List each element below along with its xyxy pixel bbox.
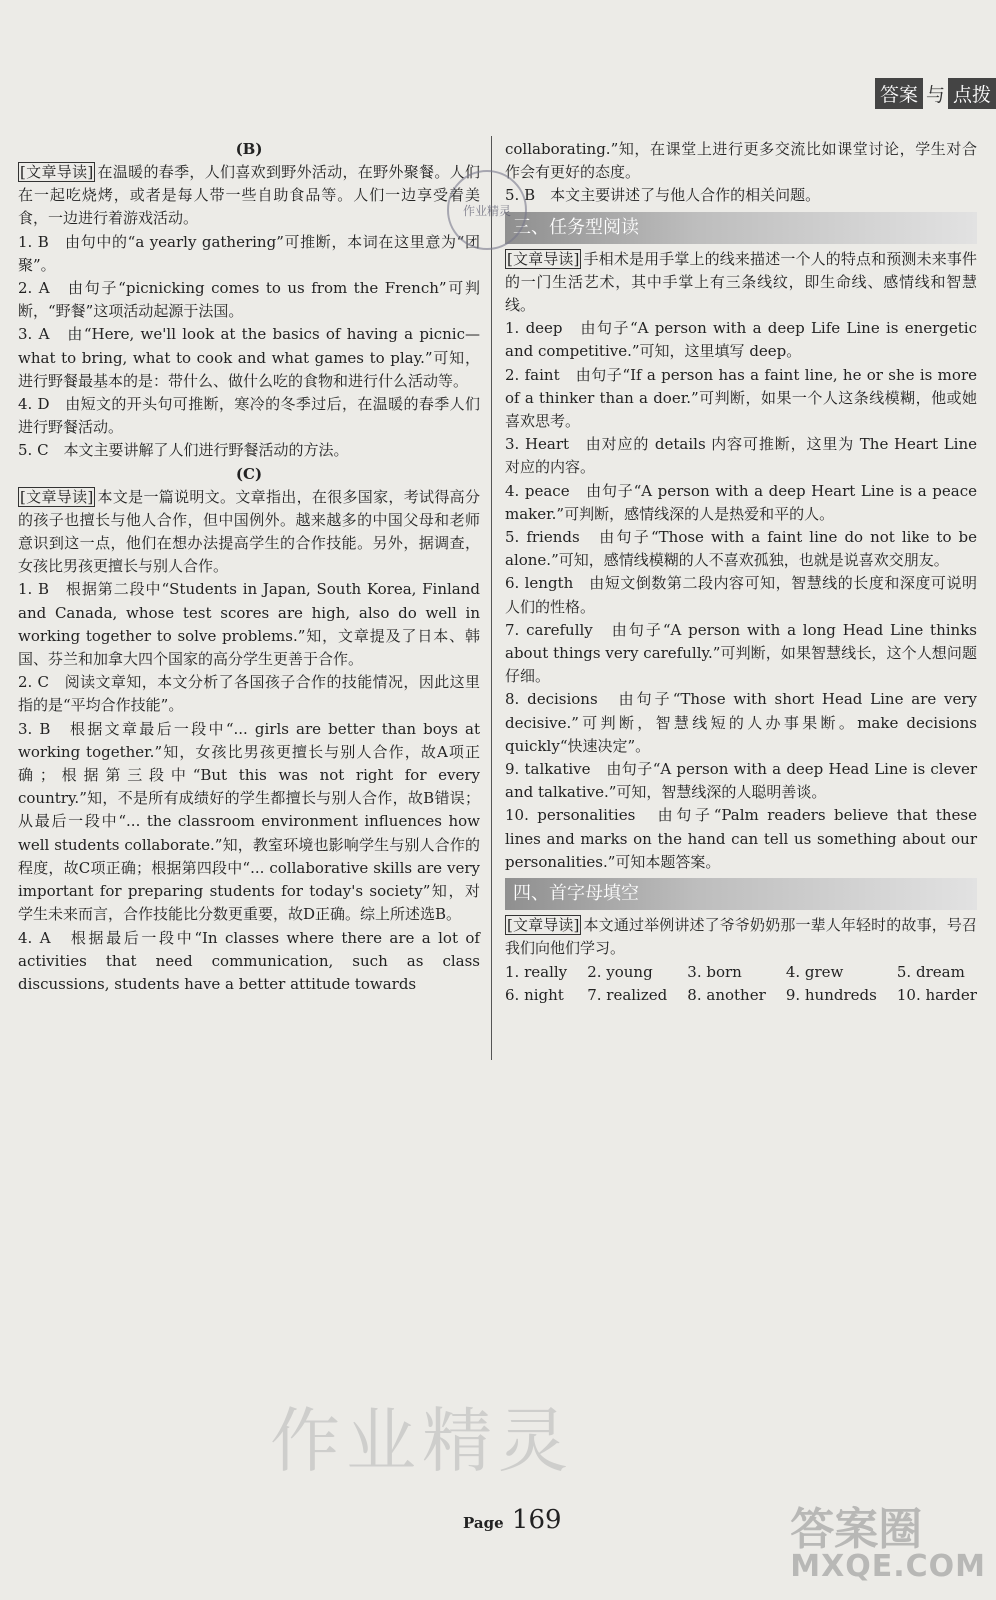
section-b-guide bbox=[18, 161, 480, 231]
answer-item: 2. A 由句子“picnicking comes to us from the French”可判断，“野餐”这项活动起源于法国。 bbox=[18, 279, 480, 321]
guide-label: [文章导读] bbox=[507, 916, 580, 935]
fill-answer: 1. really bbox=[505, 962, 568, 981]
answer-item: 5. C 本文主要讲解了人们进行野餐活动的方法。 bbox=[18, 441, 349, 460]
fill-answer: 10. harder bbox=[896, 985, 977, 1004]
answer-item: 4. A 根据最后一段中“In classes where there are a lot of activities that need communication, such as class discussions, students have a better attitude towards bbox=[18, 928, 480, 993]
hint-label: 点拨 bbox=[948, 78, 996, 109]
answer-item: 2. faint 由句子“If a person has a faint line, he or she is more of a thinker than a doer.”可判断，如果一个人这条线模糊，他或她喜欢思考。 bbox=[505, 365, 977, 431]
answer-item: 3. B 根据文章最后一段中“... girls are better than boys at working together.”知，女孩比男孩更擅长与别人合作，故A项正确；根据第三段中“But this was not right for every country.”知，不是所有成绩好的学生都擅长与别人合作，故B错误；从最后一段中“... the classroom environment influences how well students collaborate.”知，教室环境也影响学生与别人合作的程度，故C项正确；根据第四段中“... collaborative skills are very important for preparing students for today's society”知，对学生未来而言，合作技能比分数更重要，故D正确。综上所述选B。 bbox=[18, 719, 480, 924]
answer-item: 3. A 由“Here, we'll look at the basics of having a picnic—what to bring, what to cook and what games to play.”可知，进行野餐最基本的是：带什么、做什么吃的食物和进行什么活动等。 bbox=[18, 325, 480, 390]
answer-item: 1. B 由句中的“a yearly gathering”可推断，本词在这里意为“团聚”。 bbox=[18, 232, 480, 274]
section-4-title: 四、首字母填空 bbox=[505, 878, 977, 910]
answer-item: 7. carefully 由句子“A person with a long Head Line thinks about things very carefully.”可判断，如果智慧线长，这个人想问题仔细。 bbox=[505, 620, 977, 686]
answer-item: 6. length 由短文倒数第二段内容可知，智慧线的长度和深度可说明人们的性格。 bbox=[505, 574, 977, 616]
fill-answer: 8. another bbox=[687, 985, 766, 1004]
guide-text: 本文是一篇说明文。文章指出，在很多国家，考试得高分的孩子也擅长与他人合作，但中国例外。越来越多的中国父母和老师意识到这一点，他们在想办法提高学生的合作技能。另外，据调查，女孩比男孩更擅长与别人合作。 bbox=[18, 487, 480, 576]
page-num-value: 169 bbox=[511, 1505, 562, 1535]
header-and: 与 bbox=[925, 84, 945, 106]
guide-text: 本文通过举例讲述了爷爷奶奶那一辈人年轻时的故事，号召我们向他们学习。 bbox=[505, 916, 977, 958]
corner-logo bbox=[790, 1504, 986, 1584]
right-column bbox=[505, 138, 977, 1007]
left-column bbox=[18, 138, 480, 996]
fill-answer: 2. young bbox=[587, 962, 653, 981]
answer-item: 4. D 由短文的开头句可推断，寒冷的冬季过后，在温暖的春季人们进行野餐活动。 bbox=[18, 395, 480, 437]
fill-answer: 9. hundreds bbox=[785, 985, 877, 1004]
section-c-title: (C) bbox=[235, 464, 263, 483]
logo-top-text: 答案圈 bbox=[790, 1504, 923, 1555]
stamp-seal: 作业精灵 bbox=[447, 170, 527, 250]
fill-answer: 6. night bbox=[505, 985, 564, 1004]
answer-label: 答案 bbox=[875, 78, 923, 109]
fill-answer: 3. born bbox=[687, 962, 742, 981]
answer-item: 2. C 阅读文章知，本文分析了各国孩子合作的技能情况，因此这里指的是“平均合作技能”。 bbox=[18, 673, 480, 715]
section-4-guide bbox=[505, 914, 977, 960]
answer-item: 1. B 根据第二段中“Students in Japan, South Korea, Finland and Canada, whose test scores are high, also do well in working together to solve problems.”知，文章提及了日本、韩国、芬兰和加拿大四个国家的高分学生更善于合作。 bbox=[18, 580, 480, 669]
column-divider bbox=[491, 136, 492, 1060]
fill-answer: 5. dream bbox=[896, 962, 965, 981]
watermark: 作业精灵 bbox=[270, 1400, 574, 1482]
logo-bottom-text: MXQE.COM bbox=[790, 1549, 986, 1584]
header-tag bbox=[875, 78, 996, 109]
section-b-title: (B) bbox=[235, 140, 263, 158]
answer-item: 10. personalities 由句子“Palm readers believe that these lines and marks on the hand can tell us something about our personalities.”可知本题答案。 bbox=[505, 806, 977, 871]
answer-item: 5. B 本文主要讲述了与他人合作的相关问题。 bbox=[505, 186, 821, 205]
answer-item: 9. talkative 由句子“A person with a deep Head Line is clever and talkative.”可知，智慧线深的人聪明善谈。 bbox=[505, 760, 977, 802]
page-label: Page bbox=[463, 1514, 504, 1532]
answer-item: 4. peace 由句子“A person with a deep Heart Line is a peace maker.”可判断，感情线深的人是热爱和平的人。 bbox=[505, 481, 977, 523]
continued-text: collaborating.”知，在课堂上进行更多交流比如课堂讨论，学生对合作会有更好的态度。 bbox=[505, 140, 977, 182]
section-c-guide bbox=[18, 486, 480, 579]
page-number bbox=[463, 1505, 562, 1535]
fill-answer: 7. realized bbox=[587, 985, 668, 1004]
section-3-guide bbox=[505, 248, 977, 318]
answer-item: 1. deep 由句子“A person with a deep Life Line is energetic and competitive.”可知，这里填写 deep。 bbox=[505, 319, 977, 361]
fill-answer: 4. grew bbox=[785, 962, 844, 981]
guide-text: 在温暖的春季，人们喜欢到野外活动，在野外聚餐。人们在一起吃烧烤，或者是每人带一些自助食品等。人们一边享受着美食，一边进行着游戏活动。 bbox=[18, 163, 480, 228]
guide-text: 手相术是用手掌上的线来描述一个人的特点和预测未来事件的一门生活艺术，其中手掌上有三条线纹，即生命线、感情线和智慧线。 bbox=[505, 249, 977, 315]
answer-item: 3. Heart 由对应的 details 内容可推断，这里为 The Heart Line 对应的内容。 bbox=[505, 435, 977, 477]
fill-answers bbox=[505, 961, 977, 1007]
guide-label: [文章导读] bbox=[20, 487, 94, 506]
answer-item: 8. decisions 由句子“Those with short Head Line are very decisive.”可判断，智慧线短的人办事果断。make decisions quickly“快速决定”。 bbox=[505, 690, 977, 755]
guide-label: [文章导读] bbox=[507, 249, 580, 268]
section-3-title: 三、任务型阅读 bbox=[505, 212, 977, 244]
guide-label: [文章导读] bbox=[20, 163, 94, 181]
answer-item: 5. friends 由句子“Those with a faint line do not like to be alone.”可知，感情线模糊的人不喜欢孤独，也就是说喜欢交朋友。 bbox=[505, 528, 977, 570]
